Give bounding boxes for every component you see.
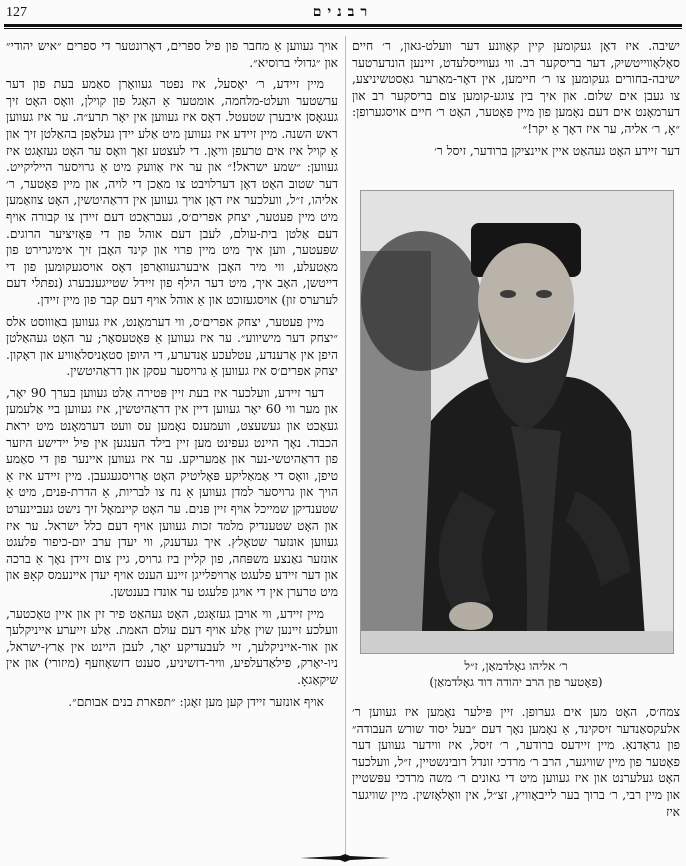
photo-caption xyxy=(352,658,680,690)
paragraph: דער זיידע, וועלכער איז בעת זיין פּטירה אַלט געווען בערך 90 יאָר, און מער ווי 60 יאָר געווען דיין אין דראַהיטשין, איז געווען ביי אַלעמען געאַכט און געשעצט, וועמענס נאָמען עס וועט דערמאָנט מיט יראת הכבוד. נאָך היינט געפינט מען זיין בילד הענגען אין פיל יידישע היזער פון דראַהיטשי-נער און אַמעריקע. ער איז געווען איינער פון די סאַמע טיפן, וואָס די אַמאַליקע פּאָליטיק האָט אַרויסגעגעבן. מיין זיידע איז אַ הויך און גרויסער למדן געווען אַ נח צו לבריות, אַ הדרת-פּנים, מיט אַ שטענדיקן שמייכל אויף זיין פּנים. ער האָט קיינמאָל זיך נישט געביינערט און האָט שטענדיק מלמד זכות געווען אויף דעם כלל ישראל. ער איז געווען אונזער שטאָלץ. איך געדענק, ווי יעדן ערב יום-כיפור פלעגט אונזער גאַנצע משפּחה, פון קליין ביז גרויס, גיין צום זיידן נאָך אַ ברכה און דער זיידע פלעגט אַרויפלייגן זיינע הענט אויף יעדן איינעמס קאָפּ און מיט טרערן אין די אויגן פלעגט ער אונדז בענטשן. xyxy=(6,385,338,599)
header-rule-thick xyxy=(4,24,682,27)
paragraph: אויף אונזער זיידן קען מען זאָגן: ״תפארת בנים אבותם״. xyxy=(68,694,324,709)
paragraph: מיין פעטער, יצחק אפרים׳ס, ווי דערמאָנט, איז געווען באַוווסט אלס ״יצחק דער מישיווע״. ער איז געווען אַ פּאָטעסאָר; ער האָט געהאַלטן היפן אין אַרענדע, עטלעכע אַנדערע, די היופן סטאָניסלאַוויע און ראָקון. יצחק אפרים׳ס איז געווען אַ גרויסער עסקן און דראַהיטשין. xyxy=(6,314,338,379)
left-column xyxy=(6,38,338,858)
page-header xyxy=(6,4,680,22)
strip-line: דער זיידע האָט געהאַט איין איינציקן ברודער, זיסל ר׳ xyxy=(434,143,680,158)
header-rule-thin xyxy=(4,28,682,29)
portrait-illustration xyxy=(361,191,673,653)
page-number: 127 xyxy=(6,5,27,20)
footer-ornament xyxy=(300,854,390,862)
paragraph: אויך געווען אַ מחבר פון פיל ספרים, דאָרונטער די ספרים ״איש יהודי״ און ״גדולי ברוסיא״. xyxy=(6,39,338,70)
paragraph: מיין זיידע, ר׳ יאָסעל, איז נפטר געוואָרן סאַמע בעת פון דער ערשטער וועלט-מלחמה, אומטער אַ האָגל פון קוילן, וואָס האָט זיך געגאָסן איבערן שטעטל. דאָס איז געווען אין יאָר תרע״ה. ער איז געווען ראש השנה. מיין זיידע איז געווען מיט אַלע יידן געלאָפן בהאַלטן זיך און אַ קויל איז אים טרעפן וויאָן. די לעצטע זאַך וואָס ער האָט געזאָגט איז געווען: ״שמע ישראל!״ און ער איז אַוועק מיט אַ גרויסער הייליקייט. דער שטוב האָט דאָן דערלויבט צו מאַכן די לויה, און מיין פאָטער, ר׳ אליהו, ז״ל, וועלכער איז דאָן אויך געווען אין דראַהיטשין, האָט צוזאַמען מיט מיין פעטער, יצחק אפרים׳ס, געבראַכט דעם זיידן צו קבורה אויף דעם אַלטן בית-עולם, לעבן דעם אוהל פון די פּאָזיציער הרוגים. שפּעטער, ווען איך מיט מיין פרוי און קינד האָבן זיך אימיגרירט פון מאַטעלע, ווי מיר האָבן איבערגעוואַרפן דאָס אויסגעקומען פון די דייטשן, האָב איך, מיט דער הילף פון זיידל שטייגענבערג (נפתלי דעם לערערס זון) אויסגעזוכט און אַ אוהל אויף דעם קבר פון מיין זיידן. xyxy=(6,77,338,307)
caption-line-1: ר׳ אליהו גאָלדמאַן, ז״ל xyxy=(464,659,568,673)
caption-line-2: (פאָטער פון הרב יהודה דוד גאָלדמאַן) xyxy=(429,675,603,689)
portrait-photo xyxy=(360,190,674,654)
right-column-top xyxy=(352,38,680,170)
column-divider xyxy=(345,36,346,858)
running-title: רבנים xyxy=(312,5,374,20)
right-column-bottom xyxy=(352,704,680,856)
paragraph: צמח׳ס, האָט מען אים גערופן. זיין פּילער נאָמען איז געווען ר׳ אלעקסאַנדער זיסקינד, אַ נאָמען נאָך דעם ״בעל יסוד שורש העבודה״ פון גראָדנאַ. מיין זיידעס ברודער, ר׳ זיסל, איז ווידער געווען דער פאָטער פון מיין שוויגער, הרב ר׳ מרדכי זונדל רובינשטיין, ז״ל, וועלכער האָט געלערנט און איז געווען מיט די גאונים ר׳ משה מרדכי עפּשטיין און מיין רבי, ר׳ ברוך בער לייבאָוויץ, זצ״ל, אין וואָלאָזשין. מיין שוויגער איז xyxy=(352,705,680,819)
paragraph: מיין זיידע, ווי אויבן געזאָגט, האָט געהאַט פיר זין און איין טאָכטער, וועלכע זיינען שוין אַלע אויף דעם עולם האמת. אַלע זייערע אייניקלעך און אור-אייניקלעך, זיי לעבעדיקע יאָר, לעבן היינט אין אַרץ-ישראל, ניו-יאָרק, פילאַדעלפיע, וויר-דזשיניע, סענט דזשאָוזעף (מיזורי) און אין שיקאַגאָ. xyxy=(6,606,338,687)
paragraph: ישיבה. איז דאָן געקומען קיין קאָוונע דער וועלט-גאון, ר׳ חיים סאָלאָווייטשיק, דער בריסקער רב. ווי געווייסלעדט, זיינען הונדערטער ישיבה-בחורים געקומען צו ר׳ חיימען, אין דאָר-מאַרער גאַסטשיניצע, צו געבן אים שלום. און איך בין צוגע-קומען צום בריסקער רב און דערמאָנט אים דעם נאָמען פון מיין פאָטער, האָט ר׳ חיים אויסגערופן: ״אָ, ר׳ אליה, ער איז דאָך אַ יקר!״ xyxy=(352,39,680,136)
